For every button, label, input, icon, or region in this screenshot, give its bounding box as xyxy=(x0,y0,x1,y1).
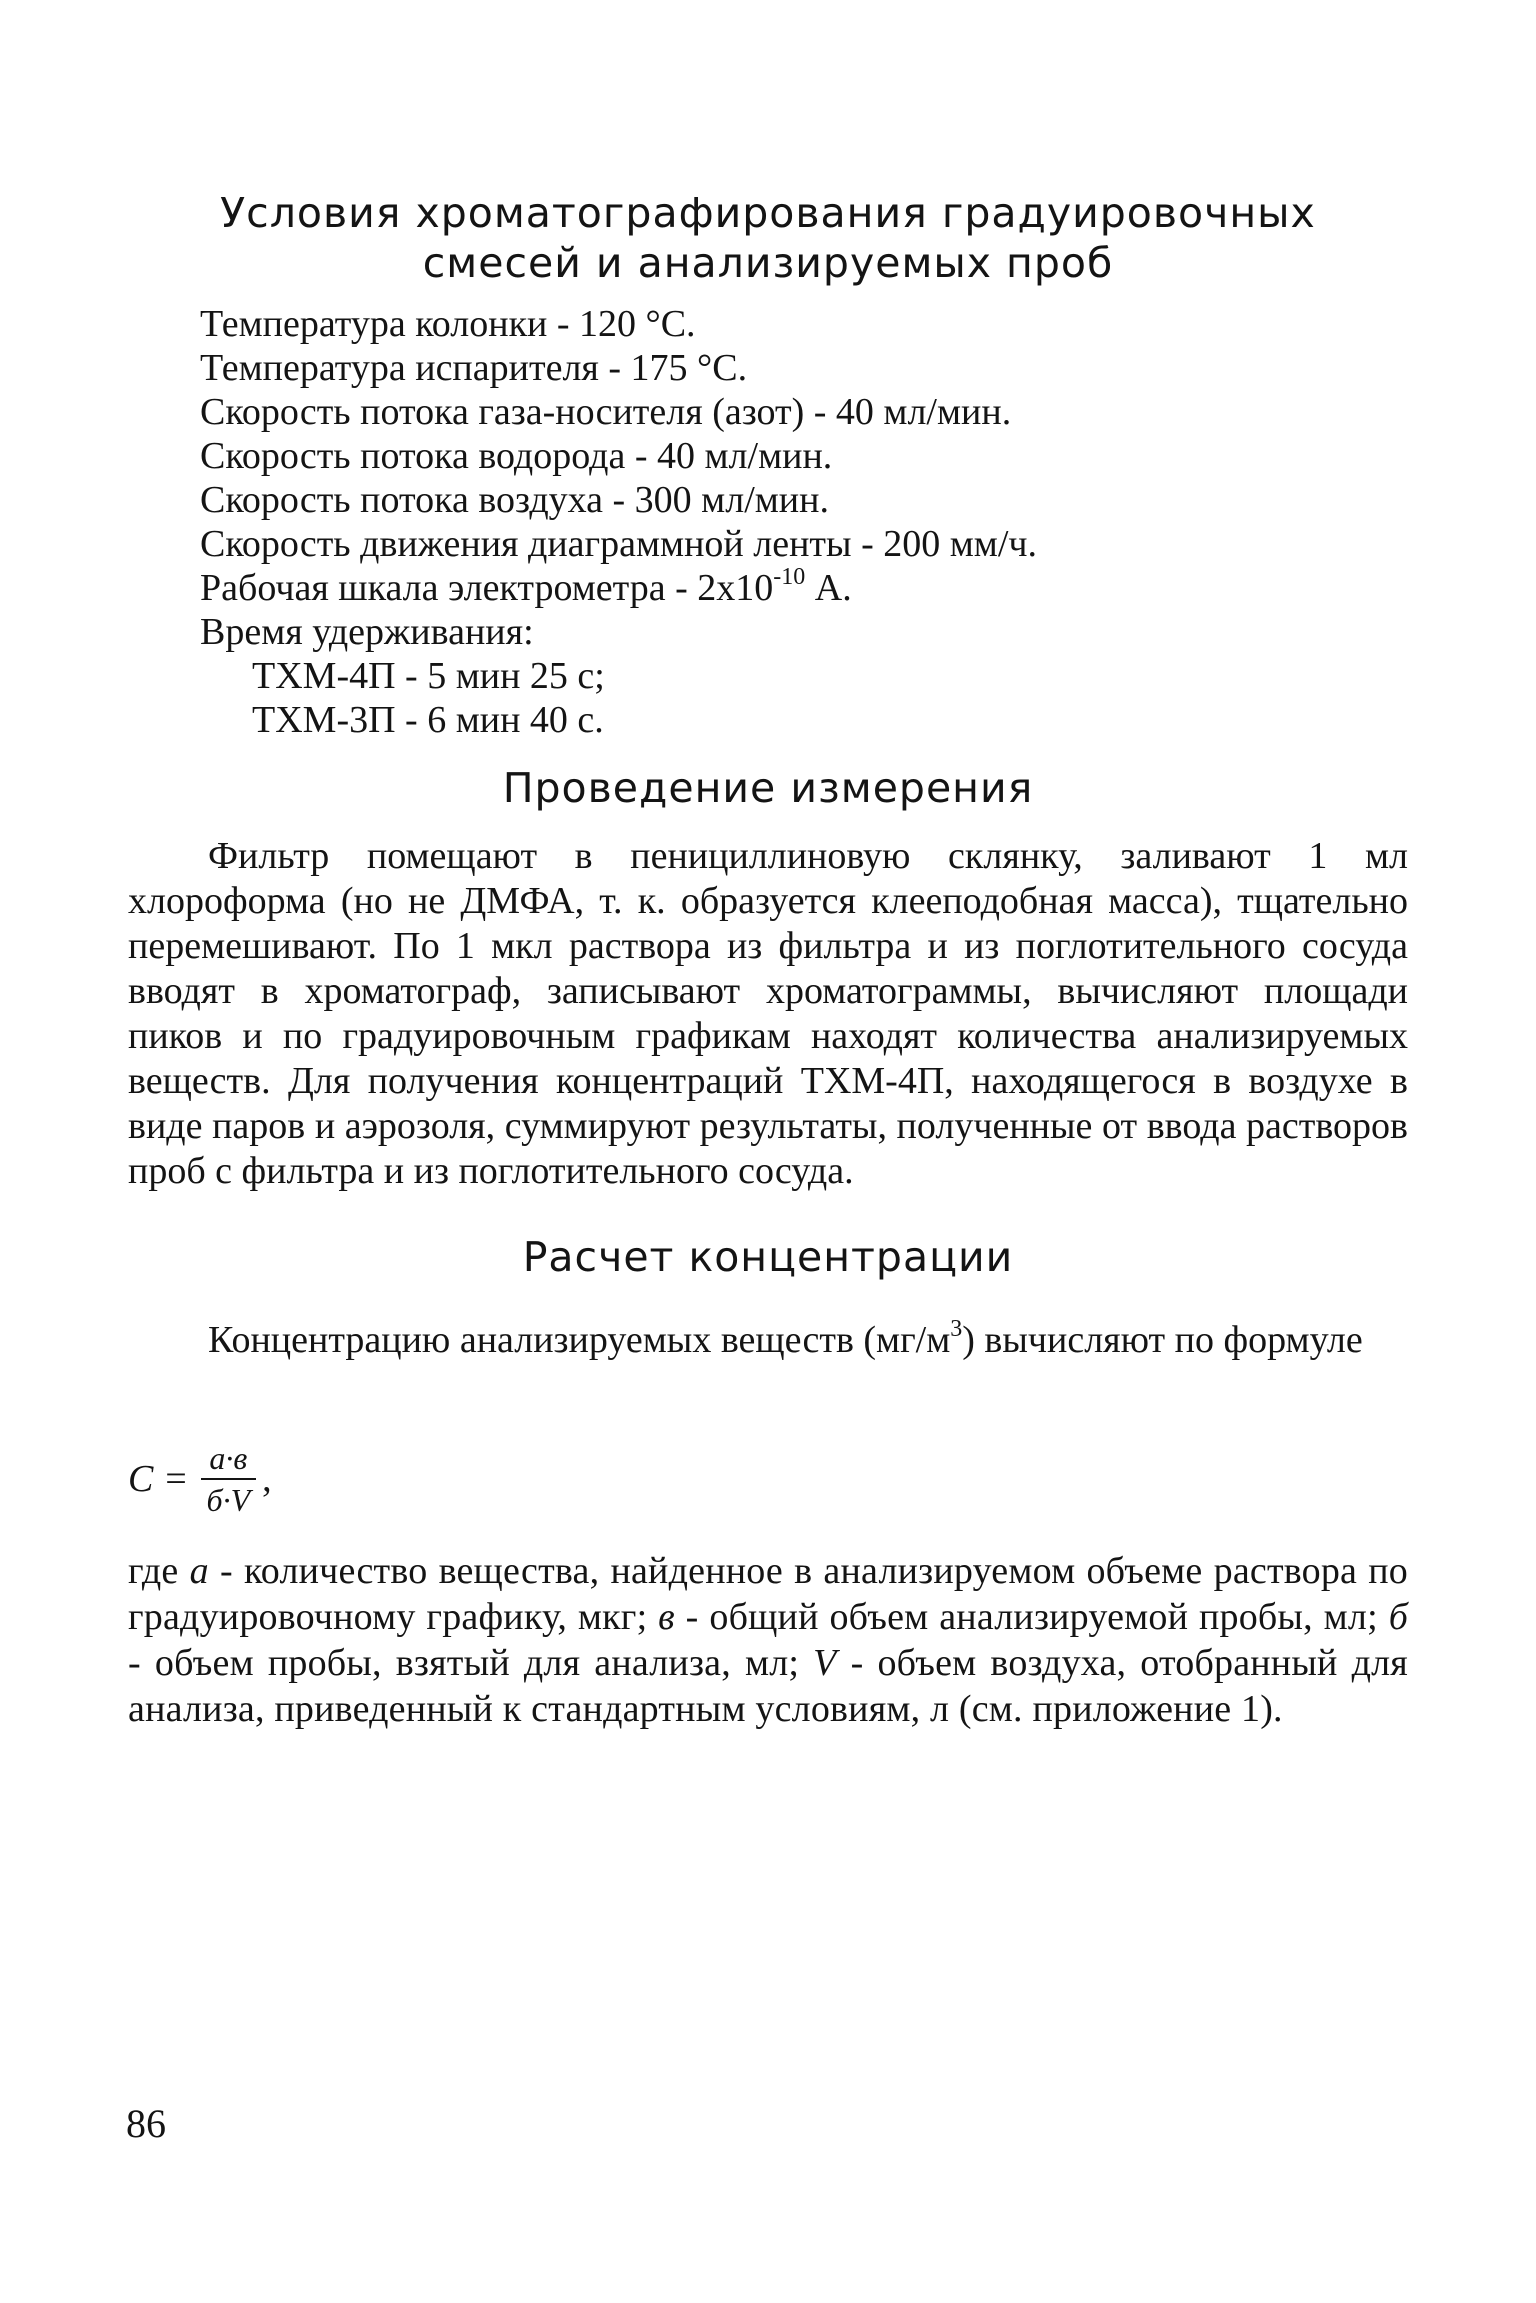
column-temperature: Температура колонки - 120 °С. xyxy=(200,303,696,345)
calculation-intro xyxy=(128,1318,1408,1363)
variables-explanation xyxy=(128,1548,1408,1732)
variable-v: в xyxy=(658,1596,675,1638)
formula-denominator: б·V xyxy=(206,1482,251,1518)
conditions-heading-line2: смесей и анализируемых проб xyxy=(422,239,1114,287)
chart-tape-speed: Скорость движения диаграммной ленты - 200 мм/ч. xyxy=(200,523,1037,565)
formula-fraction xyxy=(201,1440,257,1518)
electrometer-scale xyxy=(200,566,1037,610)
measurement-heading: Проведение измерения xyxy=(502,764,1034,812)
explanation-text-3: - общий объем анализируемой пробы, мл; xyxy=(674,1596,1389,1638)
explanation-text-2: - количество вещества, найденное в анализируемом объеме раствора по градуировочному графику, мкг; xyxy=(128,1550,1409,1638)
measurement-paragraph: Фильтр помещают в пенициллиновую склянку, заливают 1 мл хлороформа (но не ДМФА, т. к. образуется клееподобная масса), тщательно перемешивают. По 1 мкл раствора из фильтра и из поглотительного сосуда вводят в хроматограф, записывают хроматограммы, вычисляют площади пиков и по градуировочным графикам находят количества анализируемых веществ. Для получения концентраций ТХМ-4П, находящегося в воздухе в виде паров и аэрозоля, суммируют результаты, полученные от ввода растворов проб с фильтра и из поглотительного сосуда. xyxy=(128,835,1408,1192)
variable-a: а xyxy=(189,1550,209,1592)
electrometer-scale-exponent: -10 xyxy=(773,564,806,590)
carrier-gas-flow: Скорость потока газа-носителя (азот) - 40 мл/мин. xyxy=(200,391,1012,433)
formula-comma: , xyxy=(262,1458,272,1500)
conditions-heading xyxy=(130,188,1406,288)
retention-txm4p: ТХМ-4П - 5 мин 25 с; xyxy=(252,655,605,697)
conditions-list xyxy=(200,302,1037,742)
hydrogen-flow: Скорость потока водорода - 40 мл/мин. xyxy=(200,435,833,477)
air-flow: Скорость потока воздуха - 300 мл/мин. xyxy=(200,479,829,521)
retention-txm3p: ТХМ-3П - 6 мин 40 с. xyxy=(252,699,604,741)
variable-b: б xyxy=(1388,1596,1408,1638)
explanation-text-4: - объем пробы, взятый для анализа, мл; xyxy=(128,1642,814,1684)
electrometer-scale-unit: А. xyxy=(805,567,852,609)
page-number: 86 xyxy=(126,2101,166,2146)
variable-air-volume: V xyxy=(813,1642,837,1684)
calculation-intro-tail: ) вычисляют по формуле xyxy=(962,1319,1363,1361)
calculation-intro-text: Концентрацию анализируемых веществ (мг/м xyxy=(208,1319,951,1361)
calculation-heading: Расчет концентрации xyxy=(522,1233,1014,1281)
calculation-intro-superscript: 3 xyxy=(950,1316,963,1342)
explanation-text-1: где xyxy=(128,1550,190,1592)
concentration-formula xyxy=(128,1424,272,1534)
electrometer-scale-text: Рабочая шкала электрометра - 2х10 xyxy=(200,567,774,609)
explanation-text-5: - объем воздуха, отобранный для анализа, приведенный к стандартным условиям, л (см. приложение 1). xyxy=(128,1642,1408,1730)
formula-lhs: С = xyxy=(128,1458,189,1500)
retention-time-label: Время удерживания: xyxy=(200,611,534,653)
evaporator-temperature: Температура испарителя - 175 °С. xyxy=(200,347,748,389)
formula-numerator: а·в xyxy=(209,1440,248,1476)
conditions-heading-line1: Условия хроматографирования градуировочных xyxy=(220,189,1316,237)
